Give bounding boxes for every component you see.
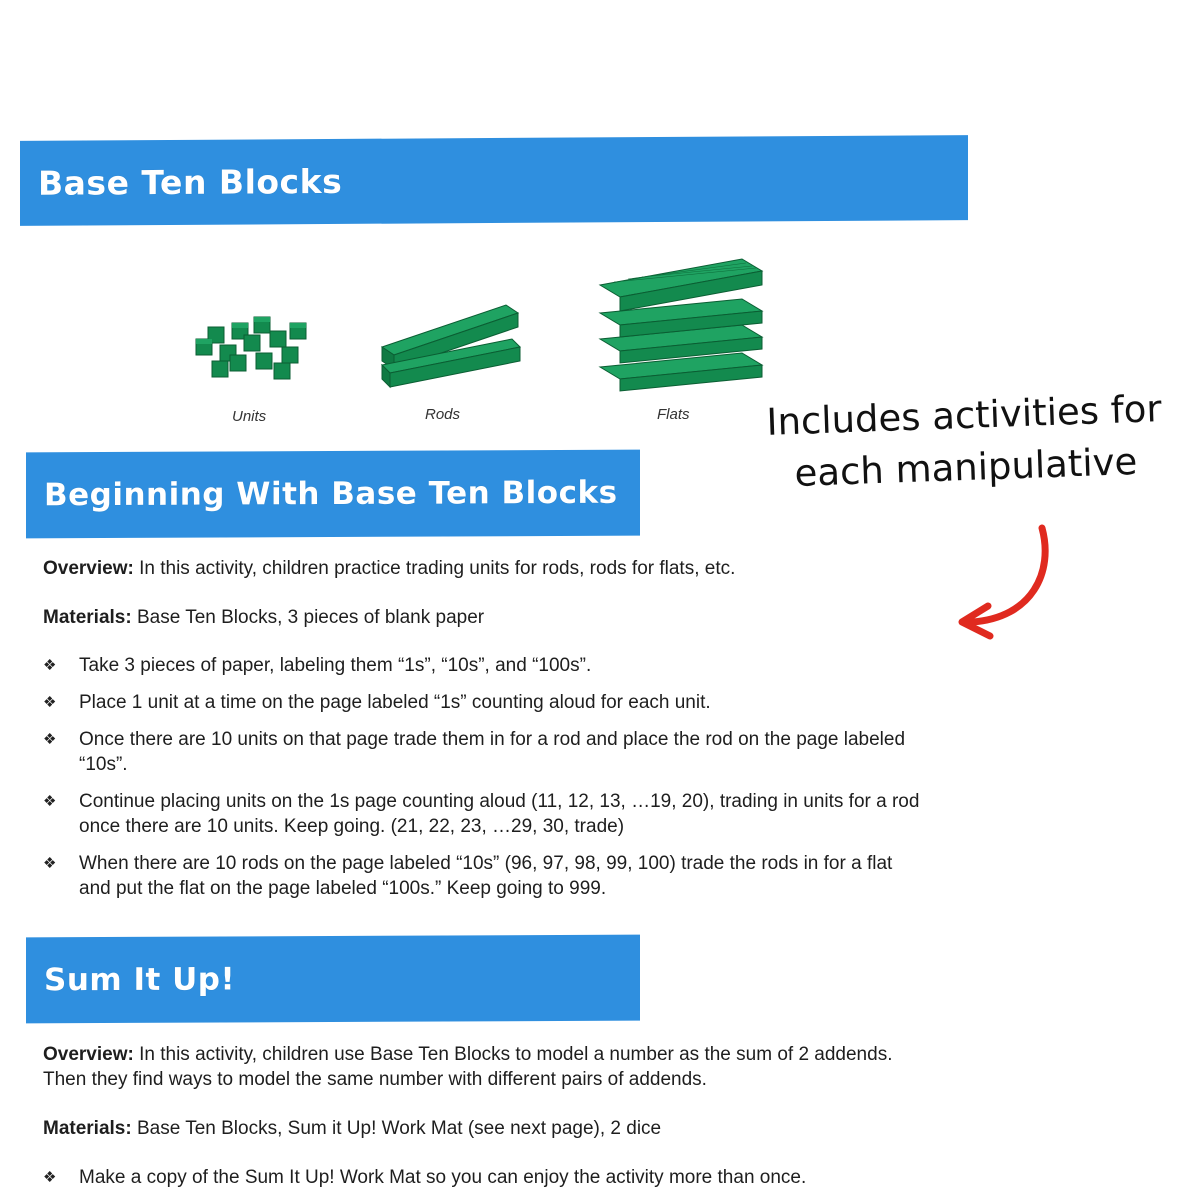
units-blocks-image — [190, 305, 315, 385]
overview-label: Overview: — [43, 558, 134, 579]
list-item: ❖ Take 3 pieces of paper, labeling them “1s”, “10s”, and “100s”. — [43, 655, 592, 676]
diamond-bullet-icon: ❖ — [43, 855, 57, 872]
diamond-bullet-icon: ❖ — [43, 657, 57, 674]
overview-text: In this activity, children use Base Ten Blocks to model a number as the sum of 2 addends. Then they find ways to model the same number with different pairs of addends. — [43, 1044, 893, 1090]
diamond-bullet-icon: ❖ — [43, 1169, 57, 1186]
section-title: Beginning With Base Ten Blocks — [44, 474, 618, 514]
activities-callout — [738, 382, 1191, 502]
list-item: ❖ Continue placing units on the 1s page counting aloud (11, 12, 13, …19, 20), trading in units for a rod once there are 10 units. Keep going. (21, 22, 23, …29, 30, trade) — [43, 791, 920, 837]
callout-line-2: each manipulative — [793, 440, 1138, 495]
materials-text: Base Ten Blocks, Sum it Up! Work Mat (see next page), 2 dice — [131, 1118, 662, 1139]
materials-text: Base Ten Blocks, 3 pieces of blank paper — [131, 607, 485, 628]
section-banner-base-ten-blocks — [20, 135, 968, 226]
diamond-bullet-icon: ❖ — [43, 694, 57, 711]
overview-paragraph — [43, 1042, 923, 1092]
section-banner-beginning — [26, 450, 640, 539]
overview-text: In this activity, children practice trading units for rods, rods for flats, etc. — [133, 558, 736, 579]
overview-paragraph — [43, 556, 923, 581]
materials-label: Materials: — [43, 1118, 132, 1139]
list-item: ❖ When there are 10 rods on the page labeled “10s” (96, 97, 98, 99, 100) trade the rods in for a flat and put the flat on the page labeled “100s.” Keep going to 999. — [43, 853, 893, 899]
flats-caption: Flats — [657, 406, 690, 423]
diamond-bullet-icon: ❖ — [43, 793, 57, 810]
materials-label: Materials: — [43, 607, 132, 628]
overview-label: Overview: — [43, 1044, 134, 1065]
section-banner-sum-it-up — [26, 935, 640, 1024]
steps-list — [43, 653, 923, 901]
list-item: ❖ Make a copy of the Sum It Up! Work Mat so you can enjoy the activity more than once. — [43, 1167, 807, 1188]
section-title: Sum It Up! — [44, 961, 236, 999]
units-caption: Units — [232, 408, 267, 425]
callout-line-1: Includes activities for — [765, 387, 1163, 444]
list-item: ❖ Once there are 10 units on that page trade them in for a rod and place the rod on the page labeled “10s”. — [43, 729, 906, 775]
list-item: ❖ Place 1 unit at a time on the page labeled “1s” counting aloud for each unit. — [43, 692, 711, 713]
materials-paragraph — [43, 1116, 923, 1141]
rods-blocks-image — [378, 295, 523, 395]
flats-blocks-image — [592, 255, 767, 400]
curved-arrow-icon — [950, 522, 1060, 642]
rods-caption: Rods — [425, 406, 461, 423]
diamond-bullet-icon: ❖ — [43, 731, 57, 748]
section-title: Base Ten Blocks — [38, 161, 343, 203]
materials-paragraph — [43, 605, 923, 630]
steps-list — [43, 1165, 923, 1190]
